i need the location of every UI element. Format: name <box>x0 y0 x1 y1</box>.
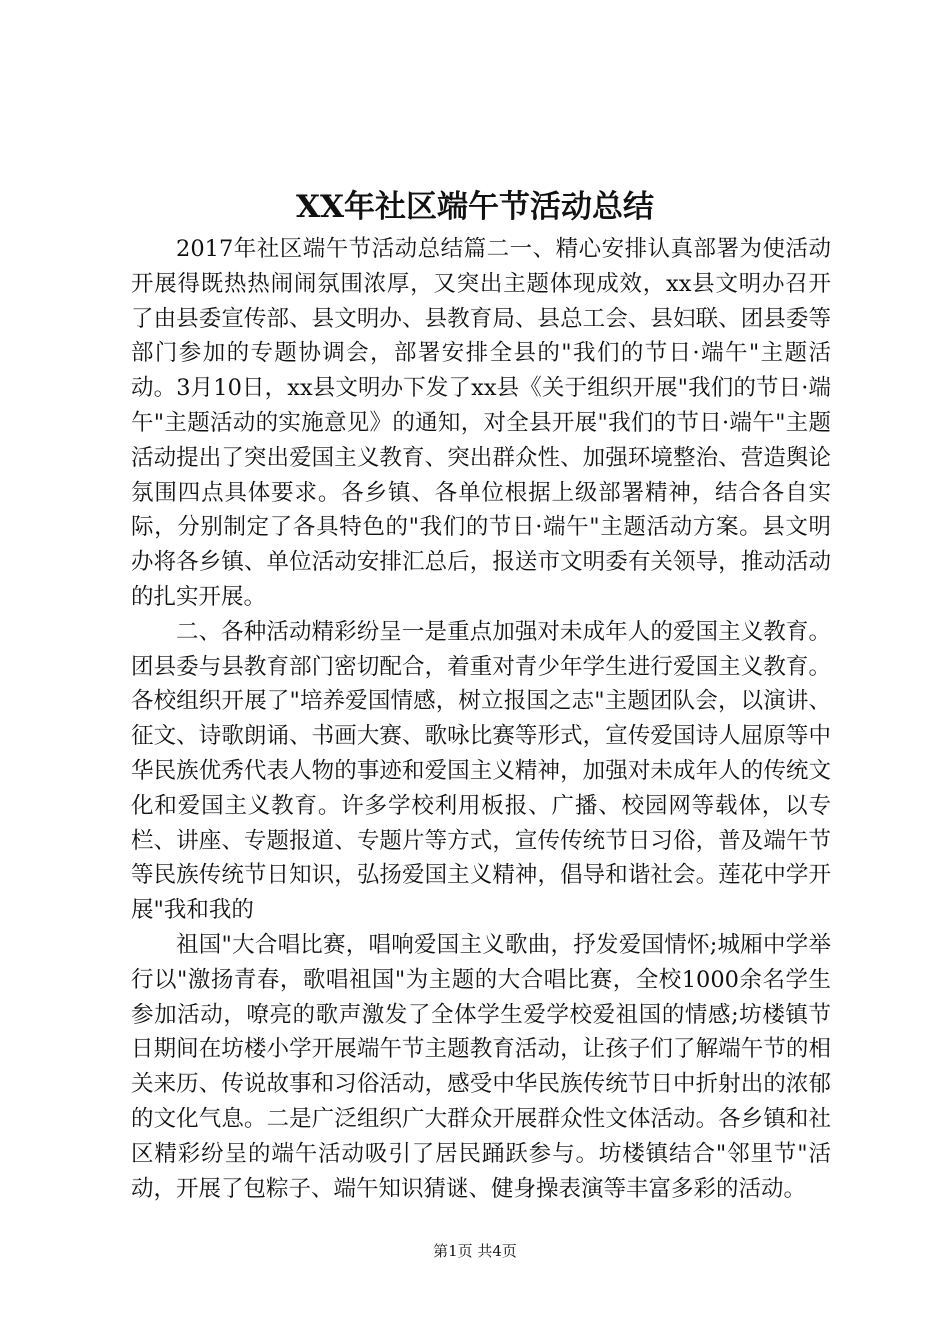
document-body <box>131 232 831 1206</box>
page-number-footer: 第1页 共4页 <box>433 1242 517 1260</box>
document-title: XX年社区端午节活动总结 <box>295 189 655 225</box>
paragraph-1: 2017年社区端午节活动总结篇二一、精心安排认真部署为使活动开展得既热热闹闹氛围浓厚，又突出主题体现成效，xx县文明办召开了由县委宣传部、县文明办、县教育局、县总工会、县妇联、团县委等部门参加的专题协调会，部署安排全县的"我们的节日·端午"主题活动。3月10日，xx县文明办下发了xx县《关于组织开展"我们的节日·端午"主题活动的实施意见》的通知，对全县开展"我们的节日·端午"主题活动提出了突出爱国主义教育、突出群众性、加强环境整治、营造舆论氛围四点具体要求。各乡镇、各单位根据上级部署精神，结合各自实际，分别制定了各具特色的"我们的节日·端午"主题活动方案。县文明办将各乡镇、单位活动安排汇总后，报送市文明委有关领导，推动活动的扎实开展。 <box>131 236 831 610</box>
paragraph-3: 祖国"大合唱比赛，唱响爱国主义歌曲，抒发爱国情怀;城厢中学举行以"激扬青春，歌唱祖国"为主题的大合唱比赛，全校1000余名学生参加活动，嘹亮的歌声激发了全体学生爱学校爱祖国的情感;坊楼镇节日期间在坊楼小学开展端午节主题教育活动，让孩子们了解端午节的相关来历、传说故事和习俗活动，感受中华民族传统节日中折射出的浓郁的文化气息。二是广泛组织广大群众开展群众性文体活动。各乡镇和社区精彩纷呈的端午活动吸引了居民踊跃参与。坊楼镇结合"邻里节"活动，开展了包粽子、端午知识猜谜、健身操表演等丰富多彩的活动。 <box>131 931 831 1202</box>
paragraph-2: 二、各种活动精彩纷呈一是重点加强对未成年人的爱国主义教育。团县委与县教育部门密切配合，着重对青少年学生进行爱国主义教育。各校组织开展了"培养爱国情感，树立报国之志"主题团队会，以演讲、征文、诗歌朗诵、书画大赛、歌咏比赛等形式，宣传爱国诗人屈原等中华民族优秀代表人物的事迹和爱国主义精神，加强对未成年人的传统文化和爱国主义教育。许多学校利用板报、广播、校园网等载体，以专栏、讲座、专题报道、专题片等方式，宣传传统节日习俗，普及端午节等民族传统节日知识，弘扬爱国主义精神，倡导和谐社会。莲花中学开展"我和我的 <box>131 618 831 924</box>
